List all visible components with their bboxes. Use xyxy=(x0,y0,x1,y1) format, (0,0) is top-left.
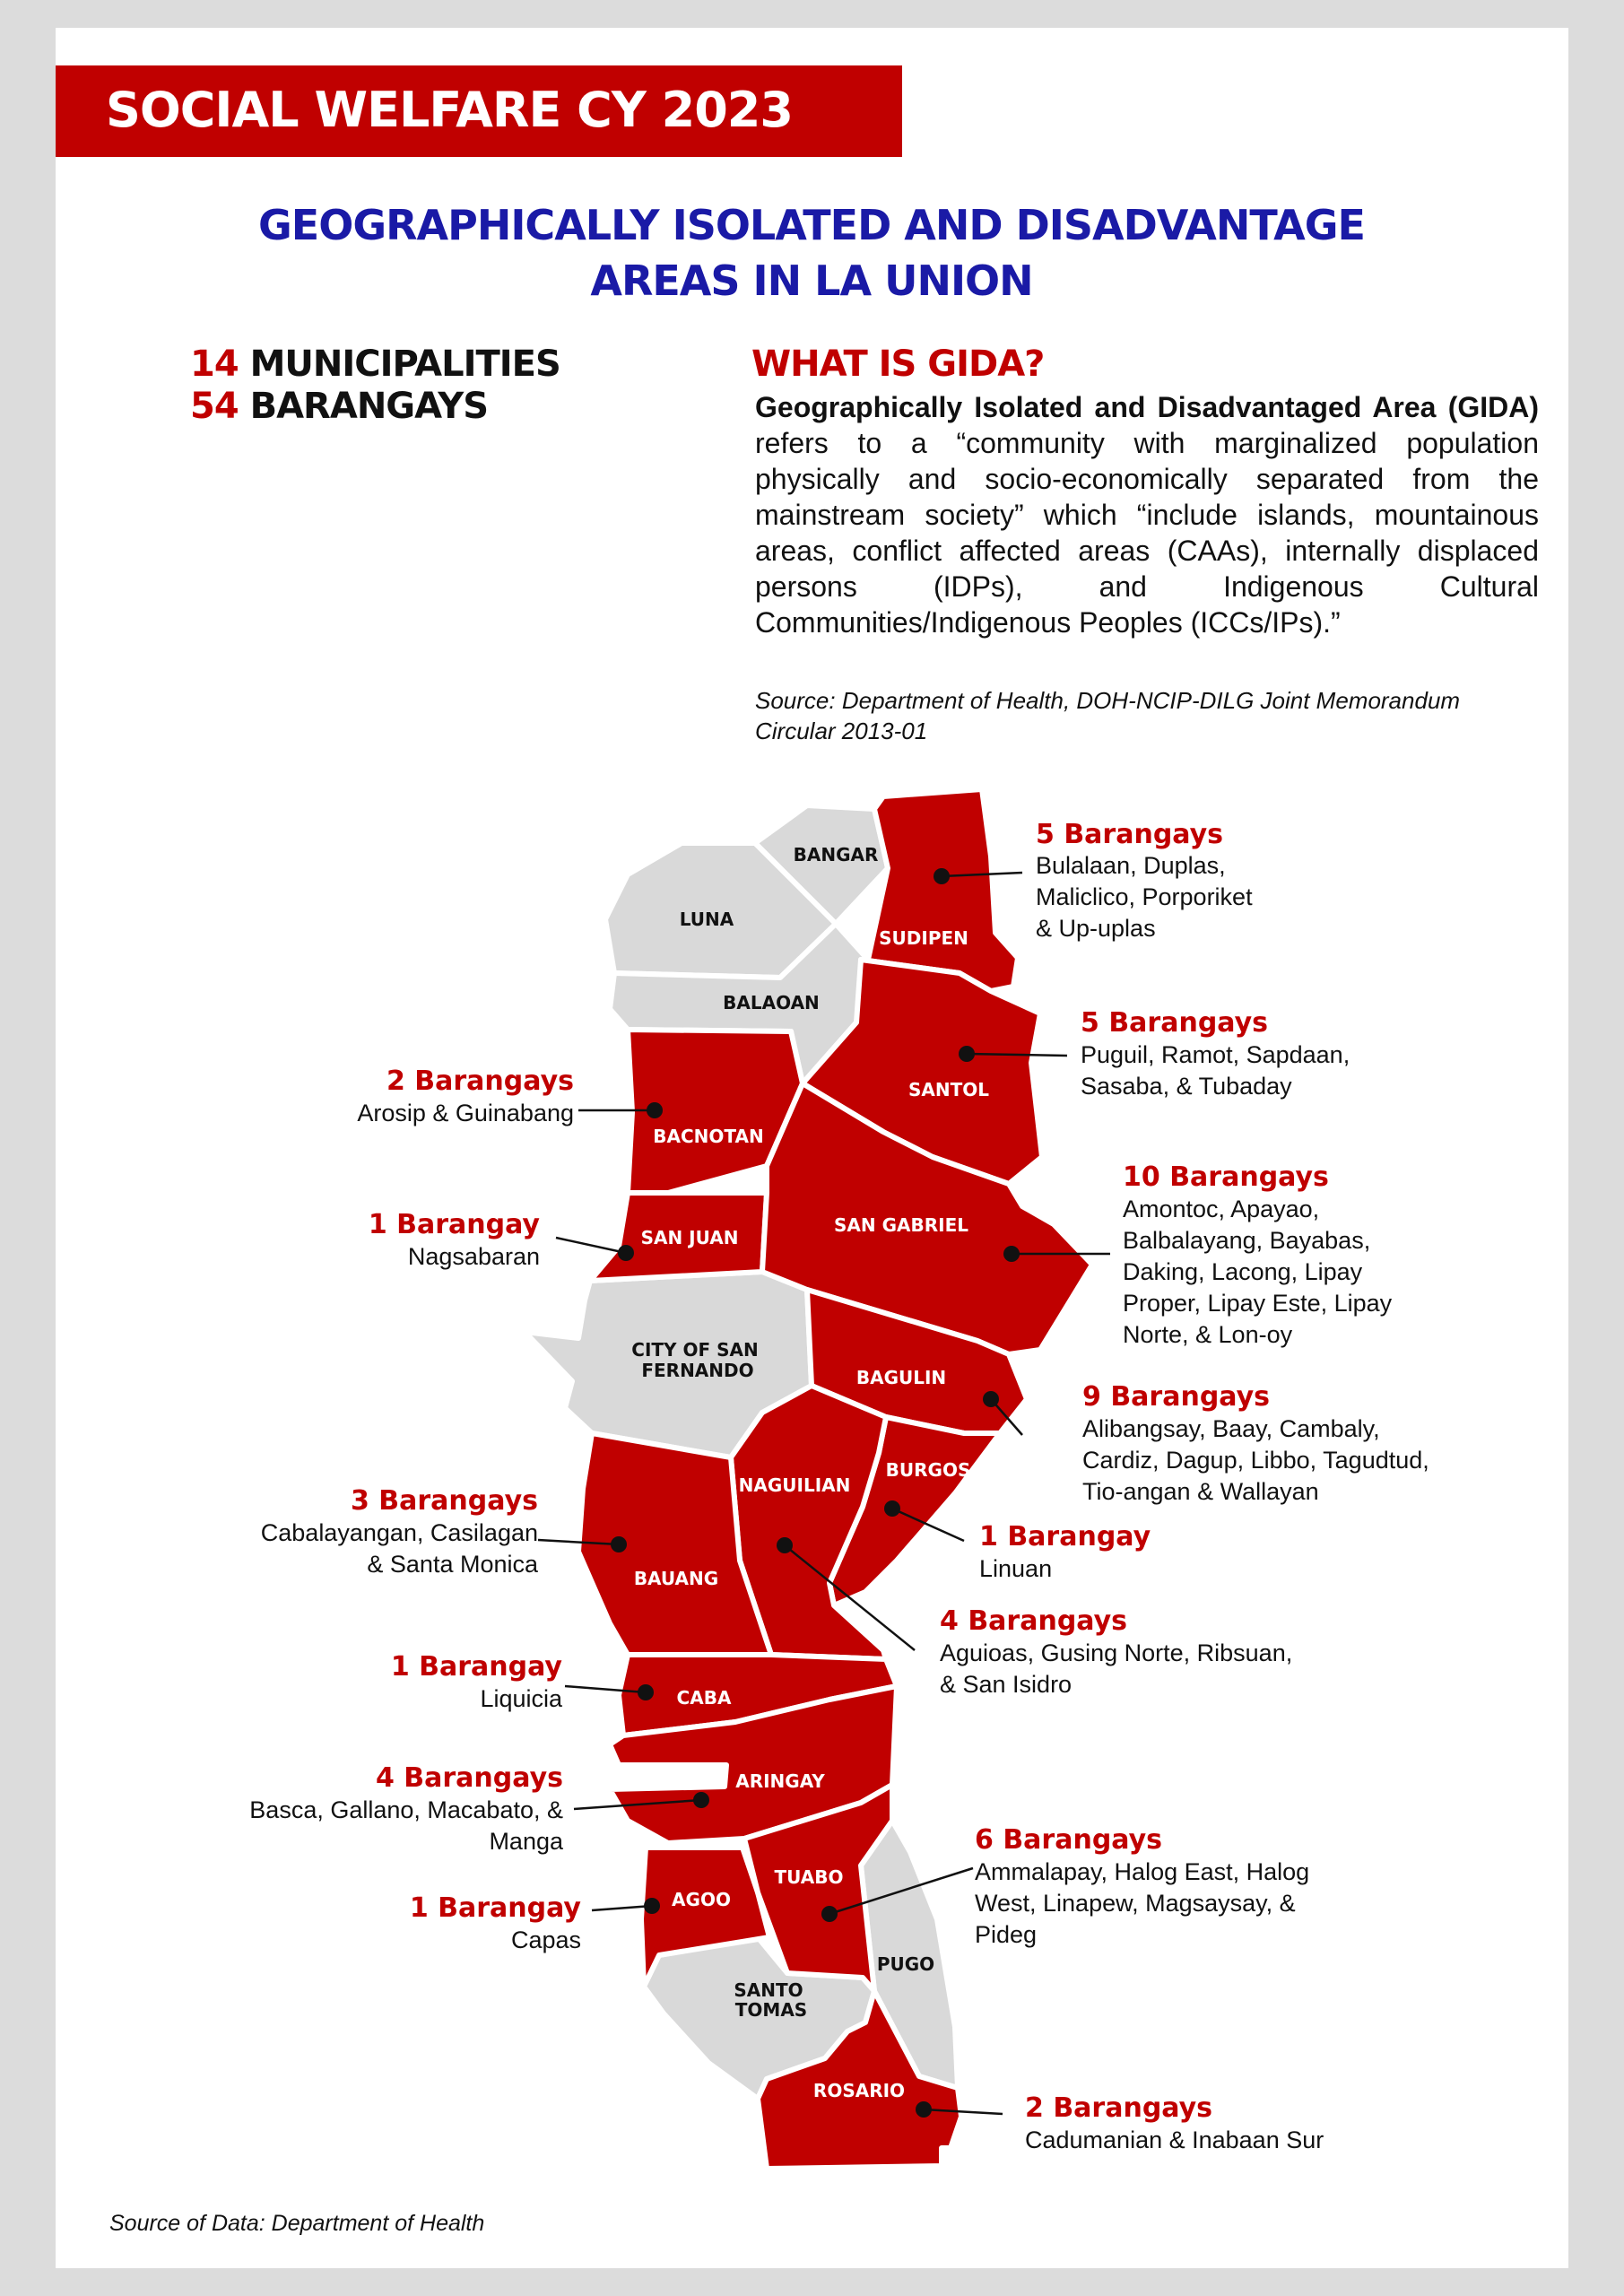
map-label-santol: SANTOL xyxy=(908,1079,990,1100)
callout-burgos xyxy=(979,1521,1151,1582)
map-label-balaoan: BALAOAN xyxy=(723,992,820,1013)
map-label-luna: LUNA xyxy=(679,909,734,930)
marker-aringay xyxy=(693,1792,709,1808)
gida-heading: WHAT IS GIDA? xyxy=(751,344,1045,385)
callout-san-gabriel-line-1: Amontoc, Apayao, xyxy=(1123,1196,1320,1222)
callout-aringay-line-2: Manga xyxy=(489,1828,563,1855)
callout-caba-line-1: Liquicia xyxy=(480,1685,562,1712)
callout-tuabo-line-1: Ammalapay, Halog East, Halog xyxy=(975,1858,1310,1885)
marker-bacnotan xyxy=(647,1102,663,1118)
title-line-2: AREAS IN LA UNION xyxy=(590,257,1033,305)
callout-rosario-count: 2 Barangays xyxy=(1025,2092,1213,2124)
callout-bagulin xyxy=(1082,1381,1429,1505)
marker-rosario xyxy=(916,2101,932,2118)
callout-bauang-count: 3 Barangays xyxy=(350,1485,538,1517)
callout-bacnotan-line-1: Arosip & Guinabang xyxy=(357,1100,574,1126)
callout-caba-count: 1 Barangay xyxy=(390,1651,562,1683)
callout-caba xyxy=(391,1651,563,1712)
callout-burgos-line-1: Linuan xyxy=(979,1555,1053,1582)
marker-san-juan xyxy=(618,1245,634,1261)
callout-naguilian-line-1: Aguioas, Gusing Norte, Ribsuan, xyxy=(940,1639,1293,1666)
map-label-santo-tomas-line-1: SANTO xyxy=(734,1979,803,2001)
callout-tuabo-count: 6 Barangays xyxy=(975,1824,1163,1856)
callout-san-gabriel-line-3: Daking, Lacong, Lipay xyxy=(1123,1258,1363,1285)
callout-bagulin-line-2: Cardiz, Dagup, Libbo, Tagudtud, xyxy=(1082,1447,1429,1474)
marker-burgos xyxy=(884,1500,900,1517)
footer-source: Source of Data: Department of Health xyxy=(109,2211,485,2236)
callout-tuabo xyxy=(975,1824,1309,1948)
map-label-san-gabriel: SAN GABRIEL xyxy=(834,1214,968,1236)
callout-tuabo-line-2: West, Linapew, Magsaysay, & xyxy=(975,1890,1296,1917)
callout-san-gabriel xyxy=(1123,1161,1393,1348)
callout-tuabo-line-3: Pideg xyxy=(975,1921,1038,1948)
title-line-1: GEOGRAPHICALLY ISOLATED AND DISADVANTAGE xyxy=(258,201,1365,249)
marker-caba xyxy=(638,1684,654,1700)
map-label-san-juan: SAN JUAN xyxy=(640,1227,739,1248)
callout-agoo-count: 1 Barangay xyxy=(409,1892,581,1924)
map-label-burgos: BURGOS xyxy=(885,1459,971,1481)
callout-aringay-count: 4 Barangays xyxy=(375,1762,563,1794)
map-label-san-fernando-line-2: FERNANDO xyxy=(641,1360,754,1381)
gida-body: refers to a “community with marginalized population physically and socio-economically separated from the mainstream society” which “include islands, mountainous areas, conflict affected areas (CAAs), internally displaced persons (IDPs), and Indigenous Cultural Communities/Indigenous Peoples (ICCs/IPs).” xyxy=(755,427,1539,639)
marker-sudipen xyxy=(934,868,950,884)
map-label-bacnotan: BACNOTAN xyxy=(653,1126,764,1147)
callout-bauang-line-1: Cabalayangan, Casilagan xyxy=(260,1519,538,1546)
callout-aringay xyxy=(249,1762,564,1855)
map-label-san-fernando-line-1: CITY OF SAN xyxy=(631,1339,759,1361)
marker-naguilian xyxy=(777,1537,793,1553)
map-label-aringay: ARINGAY xyxy=(735,1770,825,1792)
marker-san-gabriel xyxy=(1003,1246,1020,1262)
callout-agoo xyxy=(410,1892,582,1953)
map-label-rosario: ROSARIO xyxy=(812,2080,906,2101)
callout-naguilian xyxy=(940,1605,1292,1698)
banner-title: SOCIAL WELFARE CY 2023 xyxy=(106,82,793,138)
map-label-bangar: BANGAR xyxy=(793,844,879,865)
callout-sudipen-line-2: Maliclico, Porporiket xyxy=(1036,883,1253,910)
callout-santol-count: 5 Barangays xyxy=(1081,1007,1269,1039)
callout-bacnotan xyxy=(357,1065,574,1126)
callout-santol-line-1: Puguil, Ramot, Sapdaan, xyxy=(1081,1041,1350,1068)
callout-agoo-line-1: Capas xyxy=(510,1926,581,1953)
map-label-agoo: AGOO xyxy=(672,1889,731,1910)
map-label-sudipen: SUDIPEN xyxy=(879,927,968,949)
marker-santol xyxy=(959,1046,975,1062)
callout-san-juan xyxy=(369,1209,541,1270)
callout-rosario xyxy=(1025,2092,1324,2153)
stat-barangays-number: 54 xyxy=(190,386,239,427)
callout-san-juan-line-1: Nagsabaran xyxy=(407,1243,540,1270)
callout-sudipen-line-3: & Up-uplas xyxy=(1036,915,1156,942)
map-label-caba: CABA xyxy=(676,1687,732,1709)
marker-tuabo xyxy=(821,1906,838,1922)
callout-bagulin-count: 9 Barangays xyxy=(1082,1381,1271,1413)
marker-agoo xyxy=(644,1898,660,1914)
stat-barangays-label: BARANGAYS xyxy=(249,386,489,427)
gida-term: Geographically Isolated and Disadvantaged Area (GIDA) xyxy=(755,391,1539,423)
callout-naguilian-count: 4 Barangays xyxy=(940,1605,1128,1637)
callout-sudipen xyxy=(1036,819,1253,942)
map-label-bagulin: BAGULIN xyxy=(855,1367,947,1388)
callout-san-gabriel-line-4: Proper, Lipay Este, Lipay xyxy=(1123,1290,1393,1317)
callout-sudipen-line-1: Bulalaan, Duplas, xyxy=(1036,852,1226,879)
marker-bagulin xyxy=(983,1391,999,1407)
map-label-tuabo: TUABO xyxy=(774,1866,844,1888)
callout-bauang xyxy=(261,1485,539,1578)
map-label-pugo: PUGO xyxy=(876,1953,935,1975)
callout-bacnotan-count: 2 Barangays xyxy=(386,1065,574,1097)
callout-san-gabriel-line-2: Balbalayang, Bayabas, xyxy=(1123,1227,1371,1254)
callout-rosario-line-1: Cadumanian & Inabaan Sur xyxy=(1025,2126,1324,2153)
callout-bauang-line-2: & Santa Monica xyxy=(367,1551,538,1578)
callout-aringay-line-1: Basca, Gallano, Macabato, & xyxy=(249,1796,563,1823)
stat-municipalities-number: 14 xyxy=(190,344,239,385)
callout-santol xyxy=(1081,1007,1350,1100)
gida-source: Source: Department of Health, DOH-NCIP-DILG Joint Memorandum Circular 2013-01 xyxy=(755,687,1461,744)
map-label-naguilian: NAGUILIAN xyxy=(738,1474,851,1496)
callout-san-juan-count: 1 Barangay xyxy=(368,1209,540,1240)
map-label-bauang: BAUANG xyxy=(633,1568,719,1589)
callout-burgos-count: 1 Barangay xyxy=(979,1521,1151,1552)
marker-bauang xyxy=(611,1536,627,1552)
callout-san-gabriel-line-5: Norte, & Lon-oy xyxy=(1123,1321,1293,1348)
callout-santol-line-2: Sasaba, & Tubaday xyxy=(1081,1073,1292,1100)
callout-naguilian-line-2: & San Isidro xyxy=(940,1671,1073,1698)
callout-san-gabriel-count: 10 Barangays xyxy=(1123,1161,1329,1193)
callout-sudipen-count: 5 Barangays xyxy=(1036,819,1224,850)
callout-bagulin-line-1: Alibangsay, Baay, Cambaly, xyxy=(1082,1415,1380,1442)
map-label-santo-tomas-line-2: TOMAS xyxy=(734,1999,808,2021)
callout-bagulin-line-3: Tio-angan & Wallayan xyxy=(1082,1478,1319,1505)
stat-municipalities-label: MUNICIPALITIES xyxy=(249,344,560,385)
